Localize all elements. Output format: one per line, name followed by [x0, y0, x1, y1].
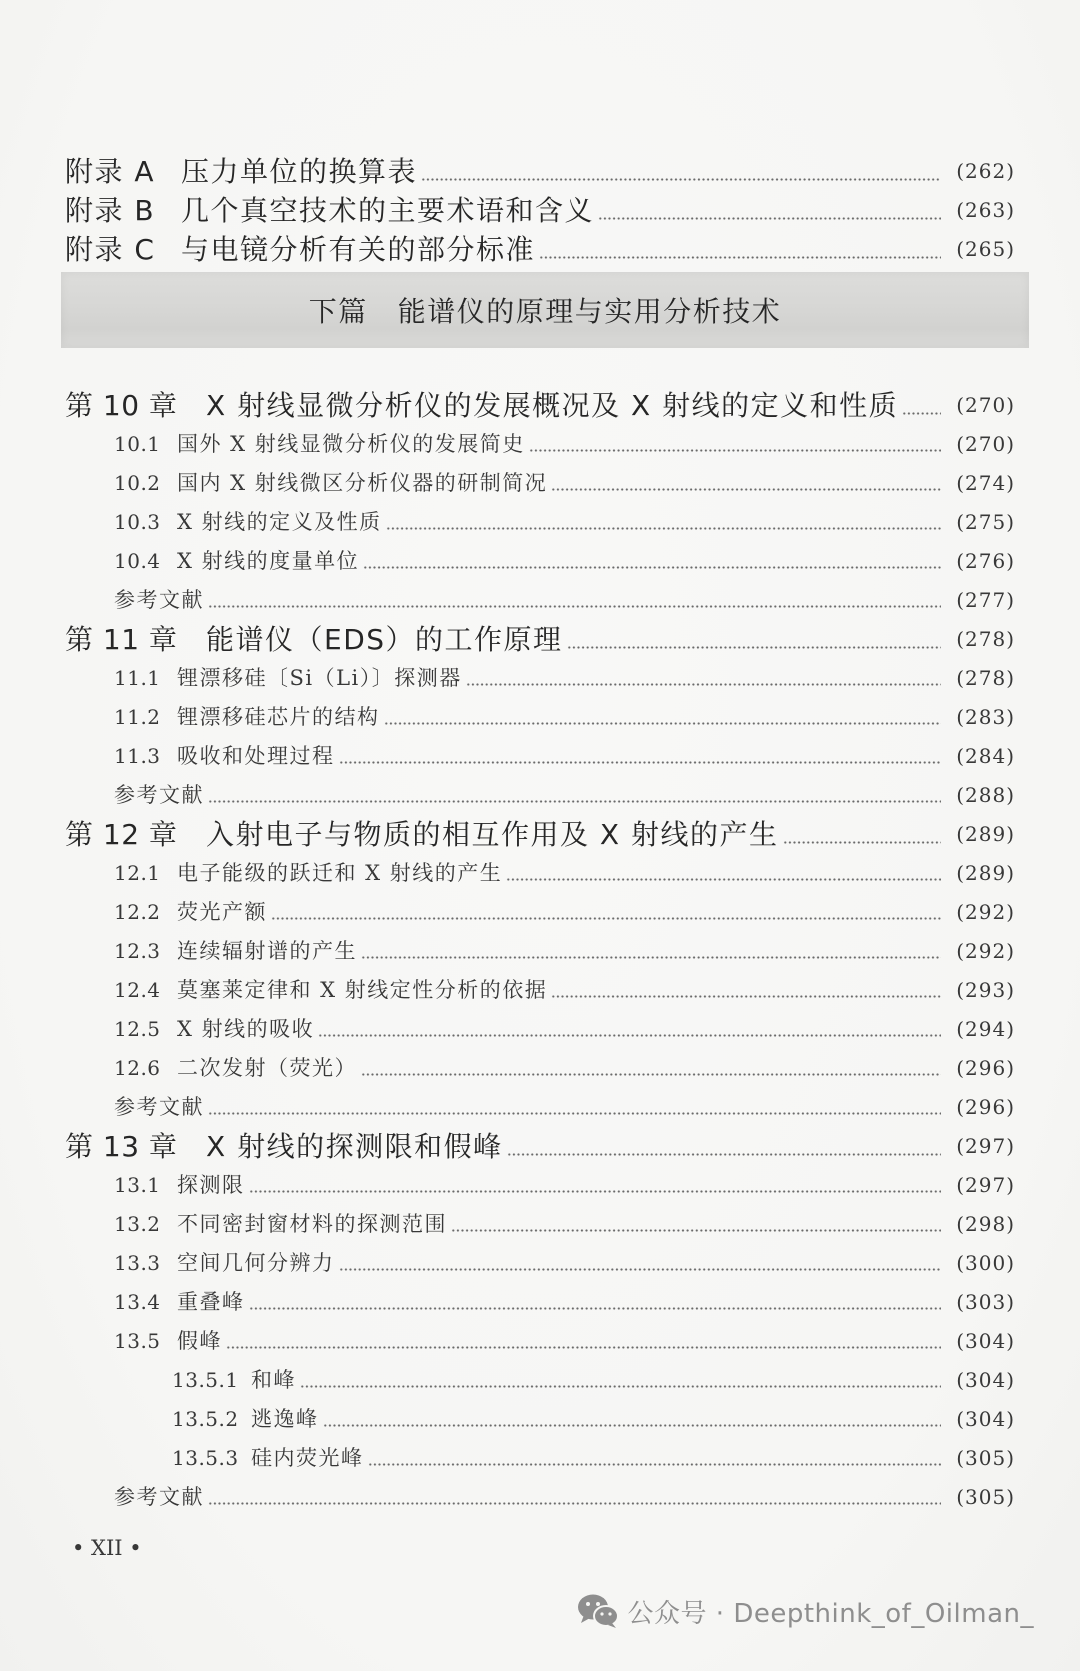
- dot-leader: [506, 878, 941, 881]
- page-number: (300): [956, 1251, 1015, 1275]
- page-number: (289): [956, 822, 1015, 846]
- toc-chapter-11: [65, 620, 1015, 659]
- toc-section-13-3: [65, 1244, 1015, 1283]
- chapter-title: X 射线的探测限和假峰: [206, 1130, 503, 1163]
- watermark-text: 公众号 · Deepthink_of_Oilman_: [627, 1598, 1034, 1629]
- appendix-title: 与电镜分析有关的部分标准: [181, 233, 536, 266]
- chapter-list: [65, 386, 1015, 1517]
- references-title: 参考文献: [114, 1485, 204, 1509]
- page-number: (265): [956, 237, 1015, 261]
- toc-references-12: [65, 1088, 1015, 1127]
- page-number: (276): [956, 549, 1015, 573]
- dot-leader: [507, 1153, 941, 1156]
- chapter-label: 第 11 章: [65, 623, 178, 656]
- dot-leader: [249, 1190, 942, 1193]
- section-title: 二次发射（荧光）: [177, 1056, 357, 1080]
- toc-section-11-2: [65, 698, 1015, 737]
- section-number: 13.2: [114, 1212, 161, 1236]
- section-number: 13.5: [114, 1329, 161, 1353]
- toc-section-12-4: [65, 971, 1015, 1010]
- dot-leader: [249, 1307, 942, 1310]
- dot-leader: [529, 449, 941, 452]
- chapter-title: 入射电子与物质的相互作用及 X 射线的产生: [206, 818, 779, 851]
- toc-appendix-b: [65, 191, 1015, 230]
- dot-leader: [567, 646, 941, 649]
- toc-appendix-c: [65, 230, 1015, 269]
- dot-leader: [368, 1463, 942, 1466]
- page-number: (292): [956, 900, 1015, 924]
- toc-section-13-2: [65, 1205, 1015, 1244]
- references-title: 参考文献: [114, 783, 204, 807]
- dot-leader: [208, 1112, 941, 1115]
- page-number: (297): [956, 1134, 1015, 1158]
- section-title: 吸收和处理过程: [177, 744, 335, 768]
- dot-leader: [300, 1385, 941, 1388]
- page-number: (288): [956, 783, 1015, 807]
- toc-section-10-3: [65, 503, 1015, 542]
- toc-chapter-10: [65, 386, 1015, 425]
- toc-section-10-2: [65, 464, 1015, 503]
- wechat-icon: [576, 1592, 620, 1630]
- appendix-label: 附录 C: [65, 233, 156, 266]
- toc-chapter-13: [65, 1127, 1015, 1166]
- part-banner: [61, 272, 1029, 348]
- section-number: 12.4: [114, 978, 161, 1002]
- toc-subsection-13-5-1: [65, 1361, 1015, 1400]
- references-title: 参考文献: [114, 588, 204, 612]
- dot-leader: [339, 761, 942, 764]
- page-number: (292): [956, 939, 1015, 963]
- dot-leader: [318, 1034, 941, 1037]
- section-title: 不同密封窗材料的探测范围: [177, 1212, 447, 1236]
- section-title: X 射线的定义及性质: [177, 510, 382, 534]
- page-number: (283): [956, 705, 1015, 729]
- chapter-label: 第 10 章: [65, 389, 178, 422]
- toc-references-11: [65, 776, 1015, 815]
- section-title: 国内 X 射线微区分析仪器的研制简况: [177, 471, 548, 495]
- page-number: (296): [956, 1095, 1015, 1119]
- section-number: 10.2: [114, 471, 161, 495]
- dot-leader: [208, 800, 941, 803]
- dot-leader: [539, 256, 941, 259]
- toc-references-10: [65, 581, 1015, 620]
- page-number: (275): [956, 510, 1015, 534]
- section-number: 10.4: [114, 549, 161, 573]
- page-number: (304): [956, 1368, 1015, 1392]
- section-number: 13.4: [114, 1290, 161, 1314]
- toc-section-12-6: [65, 1049, 1015, 1088]
- page-number: (304): [956, 1329, 1015, 1353]
- subsection-title: 逃逸峰: [251, 1407, 319, 1431]
- page-number: (262): [956, 159, 1015, 183]
- section-number: 11.1: [114, 666, 161, 690]
- subsection-title: 和峰: [251, 1368, 296, 1392]
- section-title: 莫塞莱定律和 X 射线定性分析的依据: [177, 978, 548, 1002]
- chapter-label: 第 12 章: [65, 818, 178, 851]
- appendix-label: 附录 B: [65, 194, 156, 227]
- appendix-title: 几个真空技术的主要术语和含义: [181, 194, 595, 227]
- section-number: 10.3: [114, 510, 161, 534]
- appendix-list: [65, 152, 1015, 269]
- chapter-title: 能谱仪（EDS）的工作原理: [206, 623, 563, 656]
- section-number: 12.5: [114, 1017, 161, 1041]
- section-number: 12.3: [114, 939, 161, 963]
- toc-references-13: [65, 1478, 1015, 1517]
- page-number: (305): [956, 1485, 1015, 1509]
- dot-leader: [466, 683, 941, 686]
- dot-leader: [451, 1229, 941, 1232]
- toc-section-10-1: [65, 425, 1015, 464]
- toc-section-12-2: [65, 893, 1015, 932]
- section-title: 国外 X 射线显微分析仪的发展简史: [177, 432, 525, 456]
- toc-section-11-3: [65, 737, 1015, 776]
- dot-leader: [551, 995, 941, 998]
- dot-leader: [363, 566, 941, 569]
- toc-section-12-1: [65, 854, 1015, 893]
- toc-section-12-5: [65, 1010, 1015, 1049]
- dot-leader: [384, 722, 942, 725]
- section-number: 12.6: [114, 1056, 161, 1080]
- subsection-title: 硅内荧光峰: [251, 1446, 364, 1470]
- section-number: 11.2: [114, 705, 161, 729]
- section-title: 重叠峰: [177, 1290, 245, 1314]
- appendix-label: 附录 A: [65, 155, 156, 188]
- page-number: (303): [956, 1290, 1015, 1314]
- dot-leader: [551, 488, 941, 491]
- section-title: 锂漂移硅芯片的结构: [177, 705, 380, 729]
- page-number: (297): [956, 1173, 1015, 1197]
- page-number: (277): [956, 588, 1015, 612]
- page-footer-label: • XII •: [72, 1536, 142, 1560]
- section-number: 12.2: [114, 900, 161, 924]
- toc-section-11-1: [65, 659, 1015, 698]
- page-number: (294): [956, 1017, 1015, 1041]
- chapter-label: 第 13 章: [65, 1130, 178, 1163]
- section-number: 12.1: [114, 861, 161, 885]
- dot-leader: [208, 1502, 941, 1505]
- page-number: (278): [956, 666, 1015, 690]
- section-number: 11.3: [114, 744, 161, 768]
- section-title: 假峰: [177, 1329, 222, 1353]
- watermark: [576, 1590, 1034, 1632]
- dot-leader: [323, 1424, 942, 1427]
- page-number: (284): [956, 744, 1015, 768]
- section-title: X 射线的度量单位: [177, 549, 360, 573]
- page-number: (289): [956, 861, 1015, 885]
- dot-leader: [208, 605, 941, 608]
- section-title: 空间几何分辨力: [177, 1251, 335, 1275]
- section-title: 荧光产额: [177, 900, 267, 924]
- dot-leader: [598, 217, 941, 220]
- dot-leader: [421, 178, 941, 181]
- references-title: 参考文献: [114, 1095, 204, 1119]
- dot-leader: [361, 1073, 941, 1076]
- dot-leader: [361, 956, 941, 959]
- toc-chapter-12: [65, 815, 1015, 854]
- page-number: (270): [956, 393, 1015, 417]
- section-title: 连续辐射谱的产生: [177, 939, 357, 963]
- toc-section-13-1: [65, 1166, 1015, 1205]
- page-number: (263): [956, 198, 1015, 222]
- page-number: (274): [956, 471, 1015, 495]
- dot-leader: [783, 841, 942, 844]
- toc-section-13-4: [65, 1283, 1015, 1322]
- part-label: 下篇: [308, 295, 368, 328]
- dot-leader: [226, 1346, 941, 1349]
- section-title: 电子能级的跃迁和 X 射线的产生: [177, 861, 503, 885]
- dot-leader: [386, 527, 941, 530]
- page-number: (304): [956, 1407, 1015, 1431]
- subsection-number: 13.5.1: [172, 1368, 239, 1392]
- toc-subsection-13-5-3: [65, 1439, 1015, 1478]
- part-title: 能谱仪的原理与实用分析技术: [397, 295, 782, 328]
- page-number: (293): [956, 978, 1015, 1002]
- section-number: 10.1: [114, 432, 161, 456]
- dot-leader: [339, 1268, 942, 1271]
- toc-subsection-13-5-2: [65, 1400, 1015, 1439]
- section-number: 13.3: [114, 1251, 161, 1275]
- page-number: (296): [956, 1056, 1015, 1080]
- section-title: 探测限: [177, 1173, 245, 1197]
- dot-leader: [902, 412, 941, 415]
- page-number: (298): [956, 1212, 1015, 1236]
- toc-section-13-5: [65, 1322, 1015, 1361]
- toc-appendix-a: [65, 152, 1015, 191]
- toc-section-12-3: [65, 932, 1015, 971]
- dot-leader: [271, 917, 941, 920]
- page-number: (305): [956, 1446, 1015, 1470]
- section-title: X 射线的吸收: [177, 1017, 315, 1041]
- toc-section-10-4: [65, 542, 1015, 581]
- subsection-number: 13.5.2: [172, 1407, 239, 1431]
- appendix-title: 压力单位的换算表: [181, 155, 418, 188]
- page-number: (270): [956, 432, 1015, 456]
- chapter-title: X 射线显微分析仪的发展概况及 X 射线的定义和性质: [206, 389, 899, 422]
- subsection-number: 13.5.3: [172, 1446, 239, 1470]
- section-title: 锂漂移硅〔Si（Li）〕探测器: [177, 666, 462, 690]
- page-number: (278): [956, 627, 1015, 651]
- section-number: 13.1: [114, 1173, 161, 1197]
